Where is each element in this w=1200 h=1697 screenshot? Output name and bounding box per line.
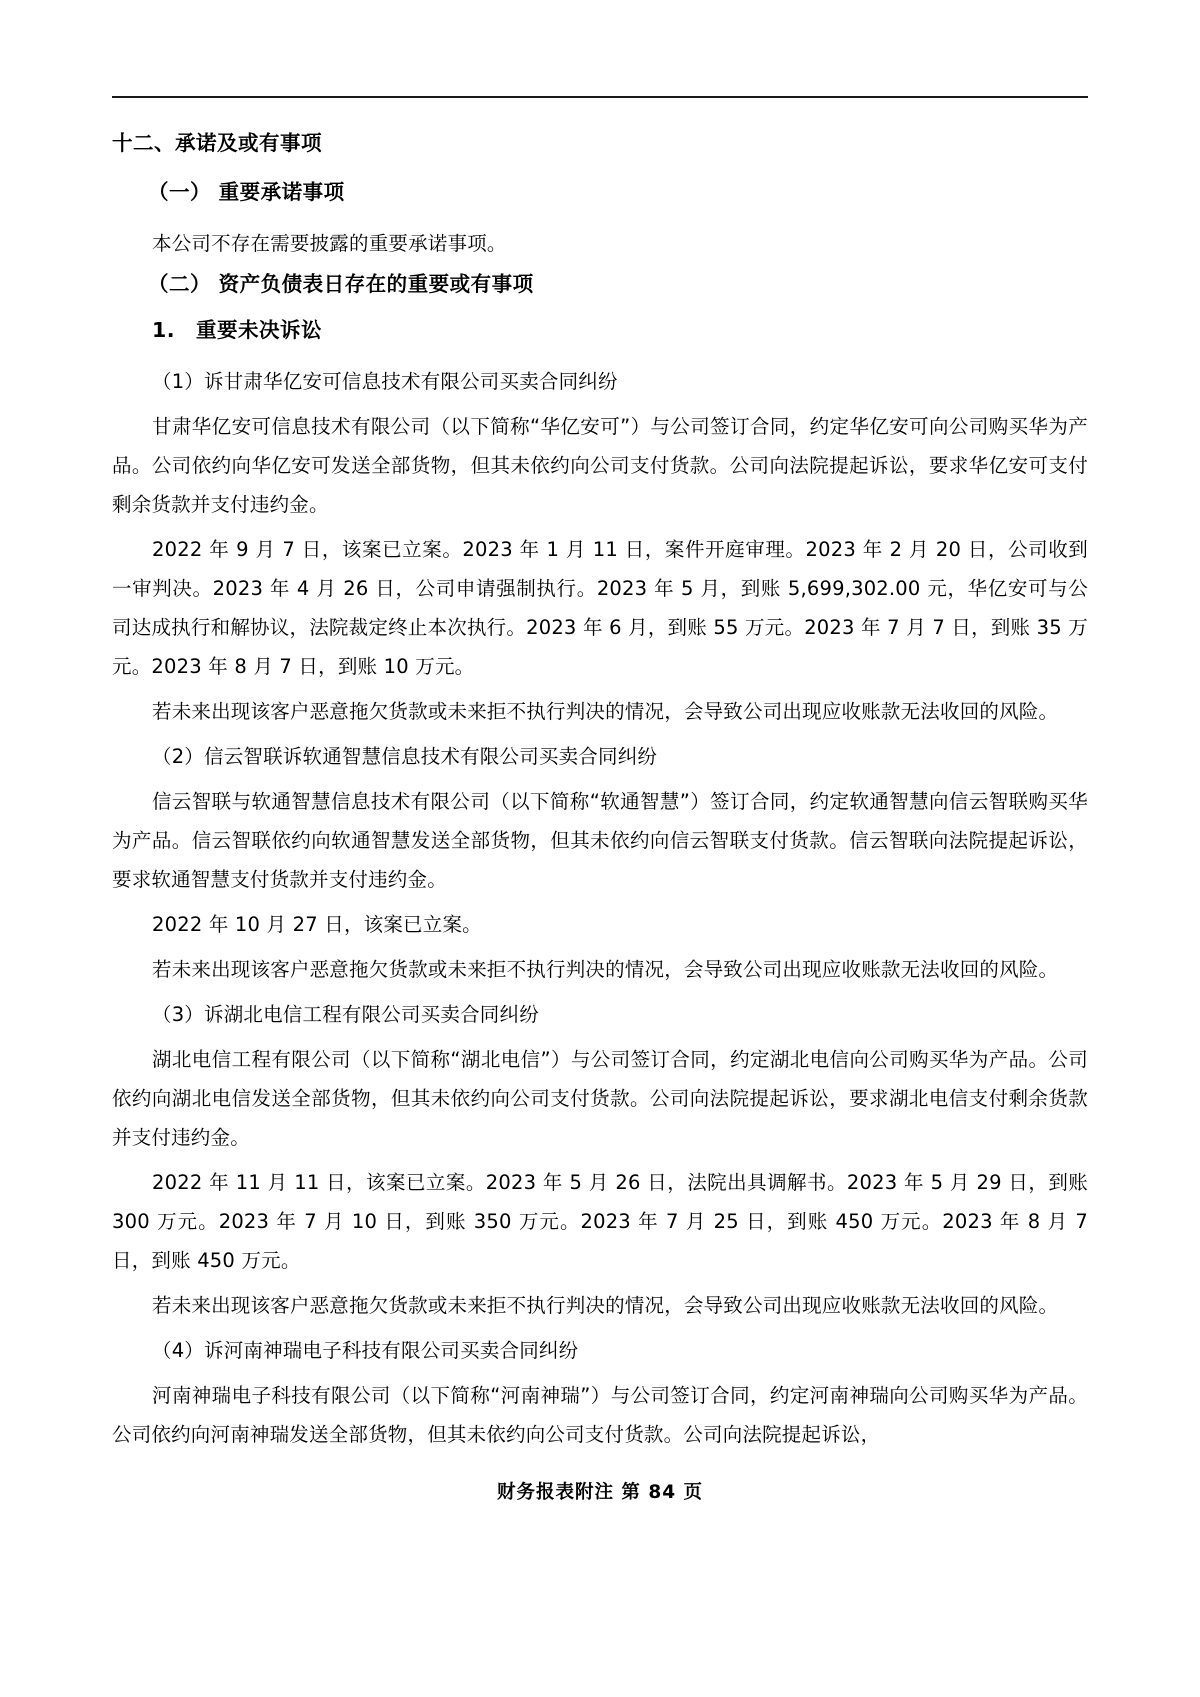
case-2-paragraph-3: 若未来出现该客户恶意拖欠货款或未来拒不执行判决的情况，会导致公司出现应收账款无法收回的风险。: [152, 958, 1059, 981]
case-1-paragraph-1: 甘肃华亿安可信息技术有限公司（以下简称“华亿安可”）与公司签订合同，约定华亿安可向公司购买华为产品。公司依约向华亿安可发送全部货物，但其未依约向公司支付货款。公司向法院提起诉讼，要求华亿安可支付剩余货款并支付违约金。: [112, 415, 1088, 516]
case-2-title: （2）信云智联诉软通智慧信息技术有限公司买卖合同纠纷: [152, 745, 658, 768]
case-2-paragraph-1: 信云智联与软通智慧信息技术有限公司（以下简称“软通智慧”）签订合同，约定软通智慧向信云智联购买华为产品。信云智联依约向软通智慧发送全部货物，但其未依约向信云智联支付货款。信云智联向法院提起诉讼，要求软通智慧支付货款并支付违约金。: [112, 790, 1088, 891]
numbered-heading-litigation: 1. 重要未决诉讼: [152, 318, 323, 343]
case-4-title: （4）诉河南神瑞电子科技有限公司买卖合同纠纷: [152, 1339, 579, 1362]
case-3-paragraph-3: 若未来出现该客户恶意拖欠货款或未来拒不执行判决的情况，会导致公司出现应收账款无法收回的风险。: [152, 1294, 1059, 1317]
case-1-paragraph-2: 2022 年 9 月 7 日，该案已立案。2023 年 1 月 11 日，案件开庭审理。2023 年 2 月 20 日，公司收到一审判决。2023 年 4 月 26 日，公司申请强制执行。2023 年 5 月，到账 5,699,302.00 元，华亿安可与公司达成执行和解协议，法院裁定终止本次执行。2023 年 6 月，到账 55 万元。2023 年 7 月 7 日，到账 35 万元。2023 年 8 月 7 日，到账 10 万元。: [112, 538, 1088, 678]
case-3-paragraph-1: 湖北电信工程有限公司（以下简称“湖北电信”）与公司签订合同，约定湖北电信向公司购买华为产品。公司依约向湖北电信发送全部货物，但其未依约向公司支付货款。公司向法院提起诉讼，要求湖北电信支付剩余货款并支付违约金。: [112, 1048, 1088, 1149]
case-3-paragraph-2: 2022 年 11 月 11 日，该案已立案。2023 年 5 月 26 日，法院出具调解书。2023 年 5 月 29 日，到账 300 万元。2023 年 7 月 10 日，到账 350 万元。2023 年 7 月 25 日，到账 450 万元。2023 年 8 月 7 日，到账 450 万元。: [112, 1171, 1088, 1272]
page-content: [112, 96, 1088, 1460]
subsection-heading-2: （二） 资产负债表日存在的重要或有事项: [148, 271, 534, 296]
case-1-title: （1）诉甘肃华亿安可信息技术有限公司买卖合同纠纷: [152, 370, 618, 393]
case-3-title: （3）诉湖北电信工程有限公司买卖合同纠纷: [152, 1003, 539, 1026]
paragraph-commitments: 本公司不存在需要披露的重要承诺事项。: [152, 231, 507, 255]
subsection-heading-1: （一） 重要承诺事项: [148, 179, 345, 204]
case-4-paragraph-1: 河南神瑞电子科技有限公司（以下简称“河南神瑞”）与公司签订合同，约定河南神瑞向公司购买华为产品。公司依约向河南神瑞发送全部货物，但其未依约向公司支付货款。公司向法院提起诉讼，: [112, 1384, 1088, 1446]
page-footer: 财务报表附注 第 84 页: [496, 1482, 704, 1503]
section-heading: 十二、承诺及或有事项: [112, 131, 322, 155]
case-2-paragraph-2: 2022 年 10 月 27 日，该案已立案。: [152, 913, 482, 936]
header-rule: [112, 96, 1088, 98]
case-1-paragraph-3: 若未来出现该客户恶意拖欠货款或未来拒不执行判决的情况，会导致公司出现应收账款无法收回的风险。: [152, 700, 1059, 723]
